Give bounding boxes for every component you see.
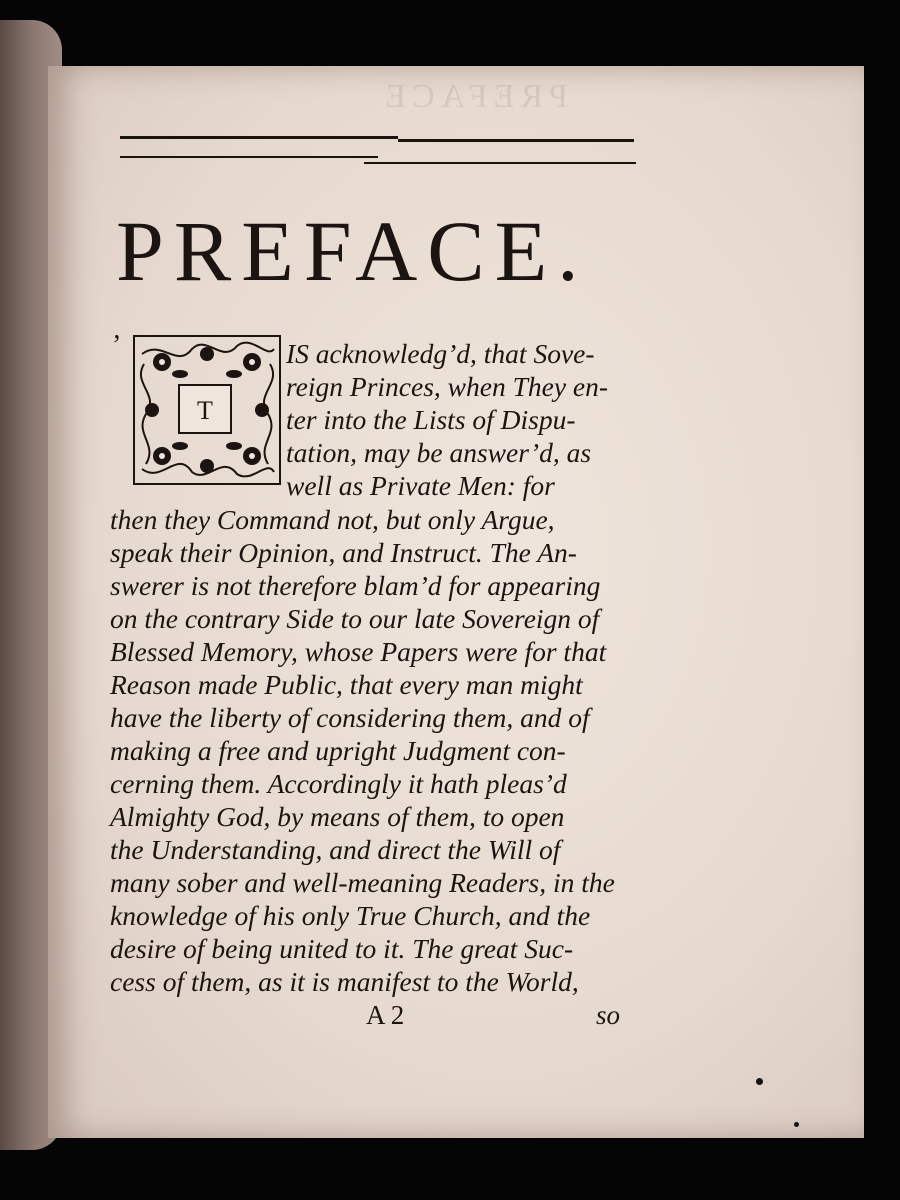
ornamental-rule-bottom-right (364, 162, 636, 164)
body-line-20: cess of them, as it is manifest to the World, (110, 966, 579, 997)
body-line-17: many sober and well-meaning Readers, in the (110, 867, 615, 898)
body-line-13: making a free and upright Judgment con- (110, 735, 566, 766)
body-line-8: swerer is not therefore blam’d for appearing (110, 570, 601, 601)
body-line-5: well as Private Men: for (286, 470, 555, 501)
body-line-4: tation, may be answer’d, as (286, 437, 592, 468)
ornamental-rule-bottom-left (120, 156, 378, 158)
body-line-9: on the contrary Side to our late Sovereign of (110, 603, 600, 634)
initial-letter: T (178, 384, 232, 434)
body-line-12: have the liberty of considering them, and of (110, 702, 590, 733)
body-line-18: knowledge of his only True Church, and the (110, 900, 591, 931)
body-line-14: cerning them. Accordingly it hath pleas’d (110, 768, 567, 799)
body-line-3: ter into the Lists of Dispu- (286, 404, 576, 435)
body-line-2: reign Princes, when They en- (286, 371, 609, 402)
body-line-1: IS acknowledg’d, that Sove- (286, 338, 595, 369)
page-title: PREFACE. (116, 203, 589, 299)
body-line-6: then they Command not, but only Argue, (110, 504, 555, 535)
body-line-7: speak their Opinion, and Instruct. The An- (110, 537, 577, 568)
body-line-19: desire of being united to it. The great Suc- (110, 933, 574, 964)
signature-mark: A 2 (366, 1000, 405, 1030)
leading-apostrophe: ’ (112, 330, 122, 361)
body-line-11: Reason made Public, that every man might (110, 669, 583, 700)
paper-speck (794, 1122, 799, 1127)
body-line-16: the Understanding, and direct the Will of (110, 834, 561, 865)
paper-speck (756, 1078, 763, 1085)
ornamental-rule-top-right (398, 139, 634, 142)
show-through-ghost-text: PREFACE (379, 78, 568, 115)
body-line-15: Almighty God, by means of them, to open (110, 801, 565, 832)
body-line-10: Blessed Memory, whose Papers were for that (110, 636, 607, 667)
book-page (48, 66, 864, 1138)
ornamental-rule-top-left (120, 136, 398, 139)
catchword: so (596, 1000, 621, 1030)
decorated-initial (132, 334, 282, 486)
